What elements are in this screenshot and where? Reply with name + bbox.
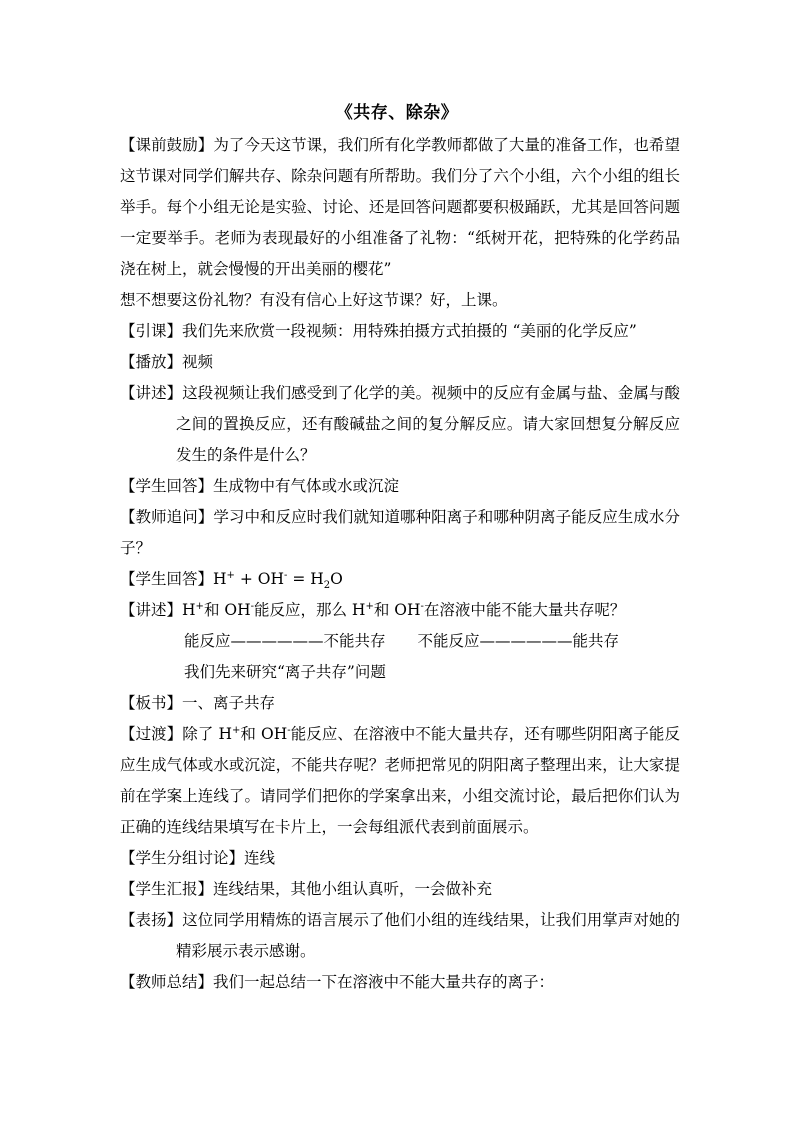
section-tag: 【课前鼓励】 xyxy=(120,136,214,154)
paragraph-text: 为了今天这节课，我们所有化学教师都做了大量的准备工作，也希望这节课对同学们解共存、除杂问题有所帮助。我们分了六个小组，六个小组的组长举手。每个小组无论是实验、讨论、还是回答问题都要积极踊跃，尤其是回答问题一定要举手。老师为表现最好的小组准备了礼物：“纸树开花，把特殊的化学药品浇在树上，就会慢慢的开出美丽的樱花” xyxy=(120,136,680,278)
paragraph-text: 一、离子共存 xyxy=(182,694,276,712)
paragraph-text: 连线结果，其他小组认真听，一会做补充 xyxy=(213,880,493,898)
paragraph-pre-class-encouragement xyxy=(120,130,680,285)
paragraph-teacher-question xyxy=(120,502,680,564)
section-tag: 【学生分组讨论】 xyxy=(120,849,245,867)
paragraph-praise xyxy=(120,905,680,967)
rule-right: 不能反应——————能共存 xyxy=(417,632,620,650)
section-tag: 【过渡】 xyxy=(120,725,183,743)
paragraph-play-video xyxy=(120,347,680,378)
paragraph-student-report xyxy=(120,874,680,905)
paragraph-text: 除了 H+和 OH-能反应、在溶液中不能大量共存，还有哪些阴阳离子能反应生成气体或水或沉淀，不能共存呢？老师把常见的阴阳离子整理出来，让大家提前在学案上连线了。请同学们把你的学案拿出来，小组交流讨论，最后把你们认为正确的连线结果填写在卡片上，一会每组派代表到前面展示。 xyxy=(120,724,680,836)
section-tag: 【学生回答】 xyxy=(120,477,214,495)
paragraph-transition xyxy=(120,719,680,843)
section-tag: 【引课】 xyxy=(120,322,183,340)
paragraph-text: 连线 xyxy=(244,849,276,867)
paragraph-text: H+和 OH-能反应，那么 H+和 OH-在溶液中能不能大量共存呢？ xyxy=(182,600,626,619)
document-body xyxy=(120,130,680,998)
paragraph-start-class xyxy=(120,285,680,316)
section-tag: 【讲述】 xyxy=(120,601,183,619)
paragraph-teacher-summary xyxy=(120,967,680,998)
paragraph-text: 想不想要这份礼物？有没有信心上好这节课？好，上课。 xyxy=(120,291,508,309)
paragraph-text: 生成物中有气体或水或沉淀 xyxy=(213,477,400,495)
paragraph-text: 我们先来欣赏一段视频：用特殊拍摄方式拍摄的 “美丽的化学反应” xyxy=(182,322,637,340)
paragraph-text: 这位同学用精炼的语言展示了他们小组的连线结果，让我们用掌声对她的精彩展示表示感谢。 xyxy=(176,911,680,960)
document-title: 《共存、除杂》 xyxy=(335,103,459,123)
section-tag: 【教师追问】 xyxy=(120,508,214,526)
paragraph-text: 视频 xyxy=(182,353,214,371)
paragraph-group-discussion xyxy=(120,843,680,874)
paragraph-explain-2 xyxy=(120,595,680,626)
formula-text: $H^+ + OH^- = H_2O$ xyxy=(213,569,343,592)
section-tag: 【学生汇报】 xyxy=(120,880,214,898)
paragraph-student-answer-1 xyxy=(120,471,680,502)
section-tag: 【学生回答】 xyxy=(120,570,214,588)
section-tag: 【教师总结】 xyxy=(120,973,214,991)
section-tag: 【讲述】 xyxy=(120,384,183,402)
paragraph-text: 学习中和反应时我们就知道哪种阳离子和哪种阴离子能反应生成水分子？ xyxy=(120,508,680,557)
paragraph-text: 我们先来研究“离子共存”问题 xyxy=(184,663,386,681)
section-tag: 【播放】 xyxy=(120,353,183,371)
paragraph-board-writing xyxy=(120,688,680,719)
paragraph-text: 这段视频让我们感受到了化学的美。视频中的反应有金属与盐、金属与酸之间的置换反应，还有酸碱盐之间的复分解反应。请大家回想复分解反应发生的条件是什么？ xyxy=(176,384,680,464)
paragraph-topic-intro xyxy=(120,657,680,688)
paragraph-rule xyxy=(120,626,680,657)
section-tag: 【表扬】 xyxy=(120,911,183,929)
paragraph-student-answer-2 xyxy=(120,564,680,595)
paragraph-intro xyxy=(120,316,680,347)
section-tag: 【板书】 xyxy=(120,694,183,712)
paragraph-explain-1 xyxy=(120,378,680,471)
paragraph-text: 我们一起总结一下在溶液中不能大量共存的离子： xyxy=(213,973,555,991)
rule-left: 能反应——————不能共存 xyxy=(184,632,386,650)
